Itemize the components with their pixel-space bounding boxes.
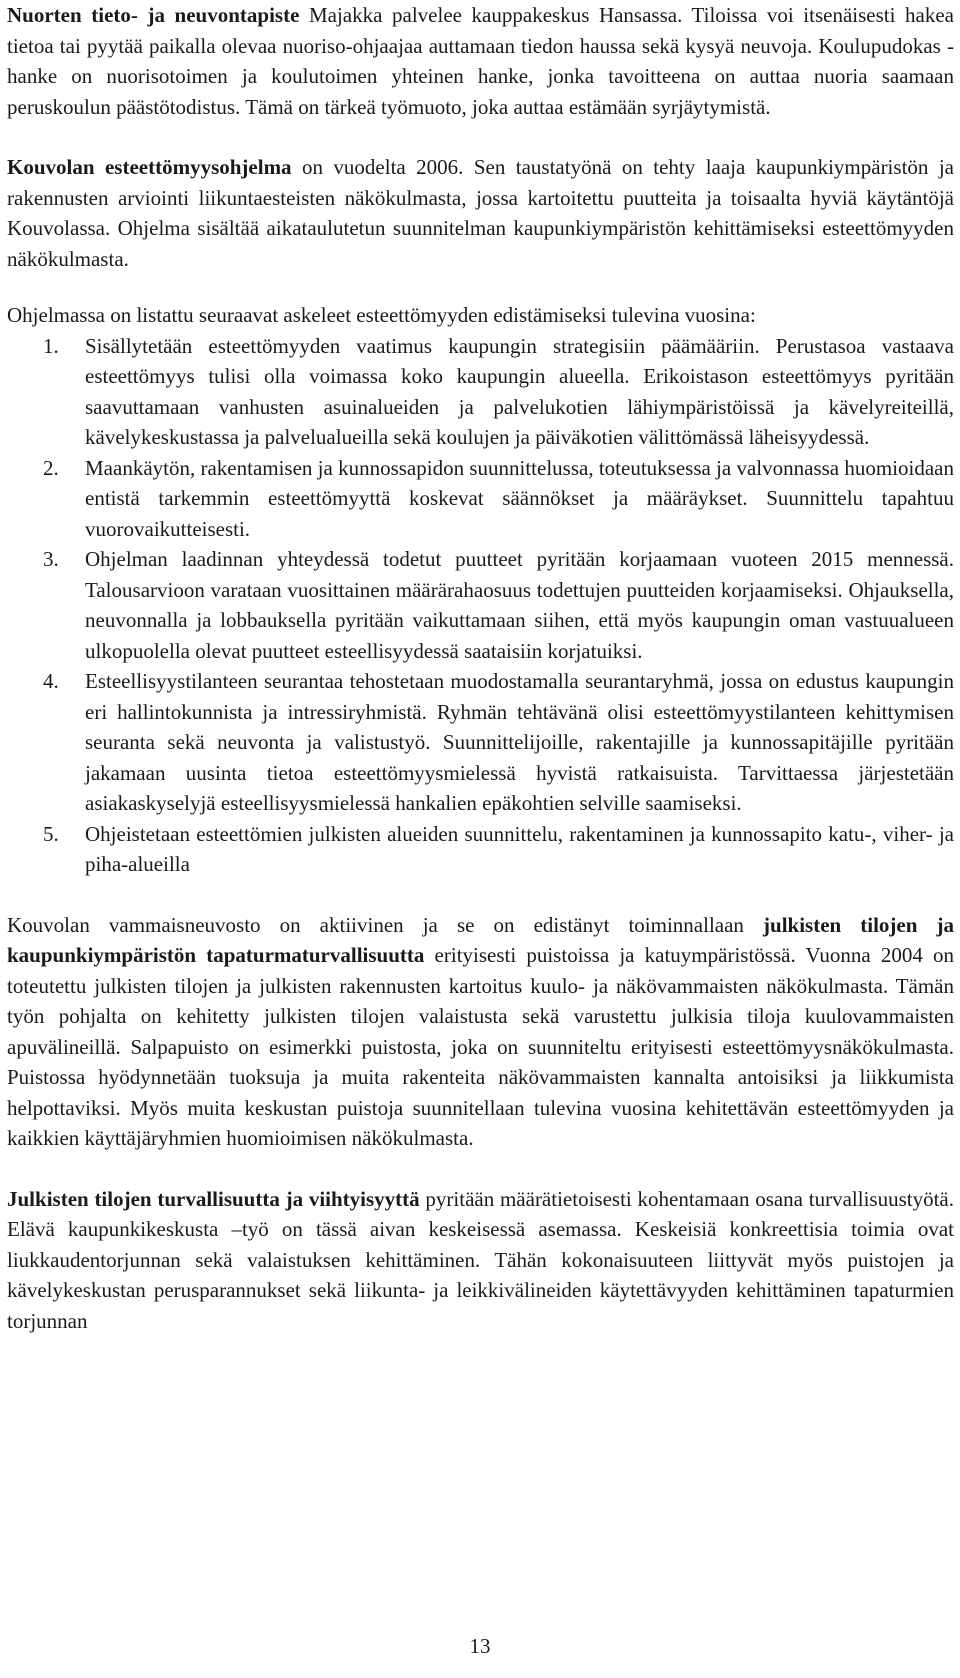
page-number: 13 bbox=[469, 1634, 491, 1658]
paragraph-vammaisneuvosto-after: erityisesti puistoissa ja katuympäristössä. Vuonna 2004 on toteutettu julkisten tilojen ja julkisten rakennusten kartoitus kuulo- ja näkövammaisten näkökulmasta. Tämän työn pohjalta on kehitetty julkisten tilojen valaistusta sekä varustettu julkisia tiloja kuulovammaisten apuvälineillä. Salpapuisto on esimerkki puistosta, joka on suunniteltu erityisesti esteettömyysnäkökulmasta. Puistossa hyödynnetään tuoksuja ja muita rakenteita näkövammaisten kannalta antoisiksi ja liikkumista helpottaviksi. Myös muita keskustan puistoja suunnitellaan tulevina vuosina kehitettävän esteettömyyden ja kaikkien käyttäjäryhmien huomioimisen näkökulmasta. bbox=[7, 943, 954, 1150]
heading-esteettomyysohjelma: Kouvolan esteettömyysohjelma bbox=[7, 155, 292, 179]
list-intro: Ohjelmassa on listattu seuraavat askeleet esteettömyyden edistämiseksi tulevina vuosina: bbox=[7, 303, 756, 327]
list-item bbox=[7, 819, 954, 880]
paragraph-vammaisneuvosto bbox=[7, 910, 954, 1154]
list-item-text: Maankäytön, rakentamisen ja kunnossapidon suunnittelussa, toteutuksessa ja valvonnassa huomioidaan entistä tarkemmin esteettömyyttä koskevat säännökset ja määräykset. Suunnittelu tapahtuu vuorovaikutteisesti. bbox=[85, 455, 954, 541]
list-item-text: Sisällytetään esteettömyyden vaatimus kaupungin strategisiin päämääriin. Perustasoa vastaava esteettömyys tulisi olla voimassa koko kaupungin alueella. Erikoistason esteettömyys pyritään saavuttamaan vanhusten asuinalueiden ja palvelukotien lähiympäristöissä ja kävelyreiteillä, kävelykeskustassa ja palvelualueilla sekä koulujen ja päiväkotien välittömässä läheisyydessä. bbox=[85, 333, 954, 449]
list-item-text: Esteellisyystilanteen seurantaa tehostetaan muodostamalla seurantaryhmä, jossa on edustus kaupungin eri hallintokunnista ja intressiryhmistä. Ryhmän tehtävänä olisi esteettömyystilanteen kehittymisen seuranta sekä neuvonta ja valistustyö. Suunnittelijoille, rakentajille ja kunnossapitäjille pyritään jakamaan uusinta tietoa esteettömyysmielessä hyvistä ratkaisuista. Tarvittaessa järjestetään asiakaskyselyjä esteellisyysmielessä hankalien epäkohtien selville saamiseksi. bbox=[85, 669, 954, 815]
list-item-number: 5. bbox=[43, 821, 59, 846]
document-page bbox=[7, 0, 954, 1336]
paragraph-majakka bbox=[7, 0, 954, 122]
heading-turvallisuus: Julkisten tilojen turvallisuutta ja viihtyisyyttä bbox=[7, 1186, 420, 1211]
steps-list bbox=[7, 331, 954, 880]
paragraph-majakka-text: Majakka palvelee kauppakeskus Hansassa. Tiloissa voi itsenäisesti hakea tietoa tai pyytää paikalla olevaa nuoriso-ohjaajaa auttamaan tiedon haussa sekä kysyä neuvoja. Koulupudokas -hanke on nuorisotoimen ja koulutoimen yhteinen hanke, jonka tavoitteena on auttaa nuoria saamaan peruskoulun päästötodistus. Tämä on tärkeä työmuoto, joka auttaa estämään syrjäytymistä. bbox=[7, 3, 955, 119]
list-item-number: 2. bbox=[43, 455, 59, 480]
paragraph-vammaisneuvosto-before: Kouvolan vammaisneuvosto on aktiivinen ja se on edistänyt toiminnallaan bbox=[7, 912, 764, 937]
list-item-number: 4. bbox=[43, 669, 59, 693]
list-item-number: 1. bbox=[43, 333, 59, 358]
list-item bbox=[7, 331, 954, 453]
paragraph-turvallisuus bbox=[7, 1184, 954, 1337]
paragraph-esteettomyysohjelma-text: on vuodelta 2006. Sen taustatyönä on tehty laaja kaupunkiympäristön ja rakennusten arviointi liikuntaesteisten näkökulmasta, jossa kartoitettu puutteita ja toisaalta hyviä käytäntöjä Kouvolassa. Ohjelma sisältää aikataulutetun suunnitelman kaupunkiympäristön kehittämiseksi esteettömyyden näkökulmasta. bbox=[7, 155, 954, 271]
paragraph-turvallisuus-text: pyritään määrätietoisesti kohentamaan osana turvallisuustyötä. Elävä kaupunkikeskusta –työ on tässä aivan keskeisessä asemassa. Keskeisiä konkreettisia toimia ovat liukkaudentorjunnan sekä valaistuksen kehittäminen. Tähän kokonaisuuteen liittyvät myös puistojen ja kävelykeskustan perusparannukset sekä liikunta- ja leikkivälineiden käytettävyyden kehittäminen tapaturmien torjunnan bbox=[7, 1186, 954, 1333]
list-item bbox=[7, 666, 954, 819]
paragraph-esteettomyysohjelma bbox=[7, 152, 954, 274]
list-item-number: 3. bbox=[43, 547, 59, 571]
heading-majakka: Nuorten tieto- ja neuvontapiste bbox=[7, 3, 300, 27]
list-item-text: Ohjelman laadinnan yhteydessä todetut puutteet pyritään korjaamaan vuoteen 2015 mennessä. Talousarvioon varataan vuosittainen määrärahaosuus todettujen puutteiden korjaamiseksi. Ohjauksella, neuvonnalla ja lobbauksella pyritään vaikuttamaan siihen, että myös kaupungin oman vastuualueen ulkopuolella olevat puutteet esteellisyydessä saataisiin korjatuiksi. bbox=[85, 547, 954, 663]
list-item bbox=[7, 544, 954, 666]
list-item-text: Ohjeistetaan esteettömien julkisten alueiden suunnittelu, rakentaminen ja kunnossapito katu-, viher- ja piha-alueilla bbox=[85, 821, 954, 876]
list-item bbox=[7, 453, 954, 545]
paragraph-vammaisneuvosto-bold: julkisten tilojen ja kaupunkiympäristön tapaturmaturvallisuutta bbox=[7, 912, 954, 967]
